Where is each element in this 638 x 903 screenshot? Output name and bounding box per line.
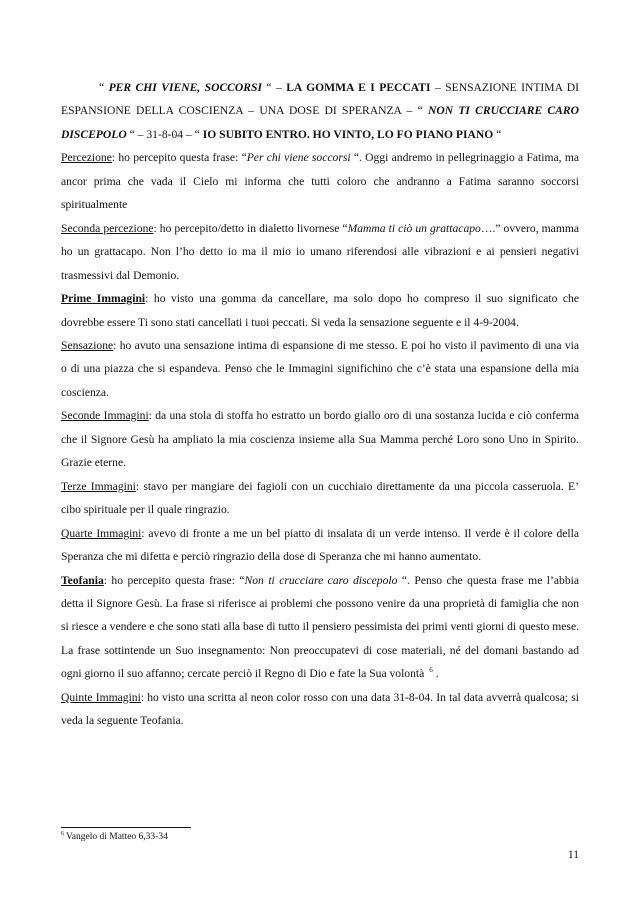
paragraph-label: Percezione bbox=[61, 151, 112, 165]
heading-title-1: PER CHI VIENE, SOCCORSI bbox=[108, 81, 262, 94]
paragraph-prime-immagini bbox=[61, 287, 579, 334]
paragraph-text: : ho visto una gomma da cancellare, ma solo dopo ho compreso il suo significato che dovrebbe essere Ti sono stati cancellati i tuoi peccati. Si veda la sensazione seguente e il 4-9-2004. bbox=[61, 292, 580, 329]
heading-title-3: SENSAZIONE INTIMA DI ESPANSIONE DELLA COSCIENZA – UNA DOSE DI SPERANZA – “ bbox=[61, 81, 579, 118]
paragraph-text: “. Penso che questa frase me l’abbia detta il Signore Gesù. La frase si riferisce ai problemi che possono venire da una proprietà di famiglia che non si riesce a vendere e che sono stati alla base di tutto il pensiero pessimista dei primi venti giorni di questo mese. La frase sottintende un Suo insegnamento: Non preoccupatevi di cose materiali, né del domani bastando ad ogni giorno il suo affanno; cercate perciò il Regno di Dio e fate la Sua volontà bbox=[61, 573, 579, 681]
paragraph-text: : avevo di fronte a me un bel piatto di insalata di un verde intenso. Il verde è il colore della Speranza che mi difetta e perciò ringrazio della dose di Speranza che mi hanno aumentato. bbox=[61, 526, 579, 564]
paragraph-text: : ho percepito/detto in dialetto livornese “ bbox=[153, 221, 348, 235]
body-text bbox=[61, 76, 579, 733]
paragraph-label: Prime Immagini bbox=[61, 292, 146, 306]
footnote-number: 6 bbox=[61, 831, 64, 837]
paragraph-text: . bbox=[435, 667, 439, 681]
paragraph-percezione bbox=[61, 146, 579, 216]
paragraph-text: : ho avuto una sensazione intima di espansione di me stesso. E poi ho visto il pavimento di una via o di una piazza che si espandeva. Penso che le Immagini significhino che c’è stata una espansione della mia coscienza. bbox=[61, 338, 579, 399]
entry-heading bbox=[61, 76, 579, 146]
paragraph-text: : ho percepito questa frase: “ bbox=[103, 573, 245, 587]
paragraph-quote: Mamma ti ciò un grattacapo bbox=[347, 221, 481, 235]
heading-dash-2: – bbox=[434, 81, 441, 94]
paragraph-seconde-immagini bbox=[61, 404, 579, 474]
paragraph-text: “. Oggi andremo in pellegrinaggio a Fatima, ma ancor prima che vada il Cielo mi informa che tutti coloro che andranno a Fatima saranno soccorsi spiritualmente bbox=[61, 151, 579, 212]
paragraph-label: Quarte Immagini bbox=[61, 526, 142, 540]
heading-title-4: NON TI CRUCCIARE CARO DISCEPOLO bbox=[61, 104, 579, 141]
paragraph-label: Quinte Immagini bbox=[61, 690, 141, 704]
heading-quote-open: “ bbox=[99, 81, 105, 94]
paragraph-terze-immagini bbox=[61, 475, 579, 522]
footnote-reference[interactable]: 6 bbox=[429, 666, 433, 675]
heading-date: “ – 31-8-04 – “ bbox=[129, 127, 200, 141]
footnote-text: Vangelo di Matteo 6,33-34 bbox=[66, 832, 168, 842]
paragraph-sensazione bbox=[61, 334, 579, 404]
heading-quote-end: “ bbox=[496, 127, 502, 141]
paragraph-label: Teofania bbox=[61, 573, 104, 587]
paragraph-seconda-percezione bbox=[61, 217, 579, 287]
paragraph-label: Sensazione bbox=[61, 338, 114, 352]
paragraph-quinte-immagini bbox=[61, 686, 579, 733]
paragraph-quote: Per chi viene soccorsi bbox=[246, 151, 351, 165]
heading-dash-1: – bbox=[275, 81, 282, 94]
paragraph-quarte-immagini bbox=[61, 522, 579, 569]
paragraph-text: ….” ovvero, mamma ho un grattacapo. Non l’ho detto io ma il mio io umano riferendosi alle vibrazioni e ai pensieri negativi trasmessivi dal Demonio. bbox=[61, 221, 580, 282]
heading-title-2: LA GOMMA E I PECCATI bbox=[286, 81, 431, 94]
paragraph-label: Seconda percezione bbox=[61, 221, 154, 235]
paragraph-text: : stavo per mangiare dei fagioli con un cucchiaio direttamente da una piccola casseruola. E’ cibo spirituale per il quale ringrazio. bbox=[61, 479, 579, 517]
footnote-divider bbox=[61, 827, 191, 828]
paragraph-text: : da una stola di stoffa ho estratto un bordo giallo oro di una sostanza lucida e ciò conferma che il Signore Gesù ha ampliato la mia coscienza insieme alla Sua Mamma perché Loro sono Uno in Spirito. Grazie eterne. bbox=[61, 409, 579, 470]
paragraph-label: Terze Immagini bbox=[61, 479, 136, 493]
heading-quote-close: “ bbox=[266, 81, 272, 94]
paragraph-text: : ho percepito questa frase: “ bbox=[111, 151, 247, 165]
paragraph-text: : ho visto una scritta al neon color rosso con una data 31-8-04. In tal data avverrà qualcosa; si veda la seguente Teofania. bbox=[61, 690, 579, 728]
footnote bbox=[61, 831, 361, 843]
paragraph-teofania bbox=[61, 569, 579, 686]
page-number: 11 bbox=[567, 849, 579, 861]
paragraph-label: Seconde Immagini bbox=[61, 409, 149, 423]
paragraph-quote: Non ti crucciare caro discepolo bbox=[244, 573, 398, 587]
heading-title-6: IO SUBITO ENTRO. HO VINTO, LO FO PIANO PIANO bbox=[202, 127, 494, 141]
